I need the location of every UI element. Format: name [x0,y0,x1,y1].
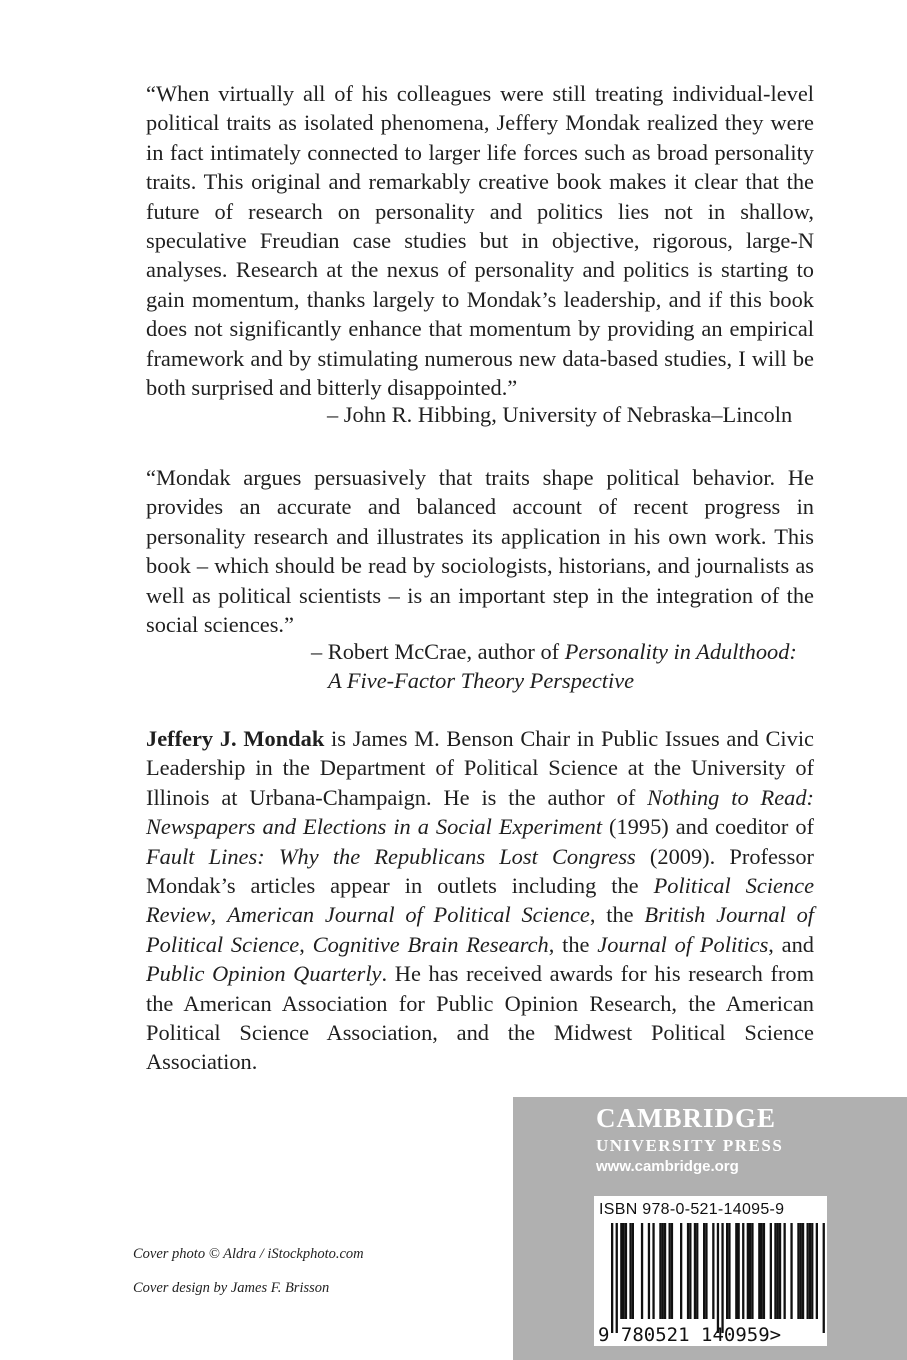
barcode-bar [726,1223,728,1319]
bio-journal-title: Cognitive Brain Research [312,931,549,957]
publisher-url: www.cambridge.org [596,1158,739,1175]
barcode-bar [790,1223,792,1319]
barcode-bar [625,1223,627,1319]
barcode-bar [742,1223,744,1319]
barcode-bar [763,1223,765,1319]
bio-text: (1995) and coeditor of [602,814,814,840]
barcode-end-mark: > [769,1324,782,1346]
publisher-name: CAMBRIDGE [596,1103,777,1133]
review-attribution-mccrae [311,637,797,696]
barcode-bar [728,1223,730,1319]
attribution-book-title-2: A Five-Factor Theory Perspective [328,668,635,694]
barcode-bar [816,1223,818,1319]
bio-text: , and [768,931,814,957]
barcode-bar [641,1223,643,1319]
barcode-bar [629,1223,631,1319]
barcode-right-digits: 140959 [701,1324,770,1346]
barcode-bar [611,1223,613,1333]
barcode-bar [779,1223,781,1319]
barcode-bar [680,1223,682,1319]
barcode-bar [809,1223,811,1319]
barcode-bar [797,1223,799,1319]
review-quote-text: “When virtually all of his colleagues were still treating individual-level political traits as isolated phenomena, Jeffery Mondak realized they were in fact intimately connected to larger life forces such as broad personality traits. This original and remarkably creative book makes it clear that the future of research on personality and politics lies not in shallow, speculative Freudian case studies but in objective, rigorous, large-N analyses. Research at the nexus of personality and politics is starting to gain momentum, thanks largely to Mondak’s leadership, and if this book does not significantly enhance that momentum by providing an empirical framework and by stimulating numerous new data-based studies, I will be both surprised and bitterly disappointed.” [146,81,814,401]
cover-photo-credit: Cover photo © Aldra / iStockphoto.com [133,1246,364,1262]
bio-text: . He has received awards for his research from the American Association for Public Opinion Research, the American Political Science Association, and the Midwest Political Science Association. [146,961,814,1075]
barcode-bar [712,1223,714,1319]
barcode-first-digit: 9 [598,1324,610,1346]
review-attribution-hibbing: – John R. Hibbing, University of Nebraska–Lincoln [327,402,793,427]
barcode-bar [717,1223,719,1333]
barcode-bar [777,1223,779,1319]
author-bio [146,724,814,1077]
publisher-panel [513,1097,907,1360]
barcode-bar [694,1223,696,1319]
barcode-digits [598,1325,781,1345]
barcode-bar [761,1223,763,1319]
attribution-prefix: – Robert McCrae, author of [311,639,565,664]
barcode-left-digits: 780521 [620,1324,690,1346]
barcode-bar [664,1223,666,1319]
cover-design-credit: Cover design by James F. Brisson [133,1280,330,1296]
barcode-bar [705,1223,707,1319]
bio-book-title: Nothing to Read: Newspapers and Elections in a Social Experiment [146,784,814,840]
barcode-bar [735,1223,737,1319]
barcode-bar [738,1223,740,1319]
bio-text: , [299,931,313,957]
bio-journal-title: British Journal of Political Science [146,902,815,957]
barcode-bar [784,1223,786,1319]
barcode-bar [807,1223,809,1319]
bio-text: is James M. Benson Chair in Public Issues and Civic Leadership in the Department of Political Science at the University of Illinois at Urbana-Champaign. He is the author of [146,726,814,810]
barcode-bar [620,1223,622,1319]
attribution-book-title-1: Personality in Adulthood: [564,639,797,664]
bio-text: , the [548,931,598,957]
barcode-bar [652,1223,654,1319]
barcode-bar [659,1223,661,1319]
barcode-bar [671,1223,673,1319]
barcode-bar [696,1223,698,1319]
publisher-subname: UNIVERSITY PRESS [596,1136,784,1155]
barcode-bar [823,1223,825,1333]
barcode-bar [802,1223,804,1319]
barcode-bar [758,1223,760,1319]
barcode-bar [669,1223,671,1319]
barcode-bar [648,1223,650,1319]
barcode-bar [689,1223,691,1319]
bio-journal-title: Journal of Politics [597,931,769,957]
bio-text: , the [589,902,645,928]
barcode-bar [721,1223,723,1333]
author-name: Jeffery J. Mondak [146,726,325,751]
barcode-bar [800,1223,802,1319]
barcode-bar [770,1223,772,1319]
review-quote-hibbing [146,79,814,402]
barcode-bar [662,1223,664,1319]
bio-journal-title: American Journal of Political Science [227,902,590,928]
barcode-bar [747,1223,749,1319]
review-quote-text: “Mondak argues persuasively that traits shape political behavior. He provides an accurate and balanced account of recent progress in personality research and illustrates its application in his own work. This book – which should be read by sociologists, historians, and journalists as well as political scientists – is an important step in the integration of the social sciences.” [146,465,814,638]
isbn-label: ISBN 978-0-521-14095-9 [599,1201,785,1218]
barcode-bar [749,1223,751,1319]
bio-book-title: Fault Lines: Why the Republicans Lost Congress [146,843,636,869]
barcode-bar [623,1223,625,1319]
bio-journal-title: Political Science Review [146,873,815,928]
bio-journal-title: Public Opinion Quarterly [146,961,382,987]
barcode-bar [616,1223,618,1333]
barcode-bar [774,1223,776,1319]
barcode-bar [632,1223,634,1319]
bio-text: (2009). Professor Mondak’s articles appear in outlets including the [146,843,814,899]
barcode-bar [703,1223,705,1319]
isbn-barcode [594,1196,827,1346]
bio-text: , [210,902,228,928]
barcode-bar [811,1223,813,1319]
barcode-bar [751,1223,753,1319]
review-quote-mccrae [146,463,814,639]
barcode-bar [687,1223,689,1319]
